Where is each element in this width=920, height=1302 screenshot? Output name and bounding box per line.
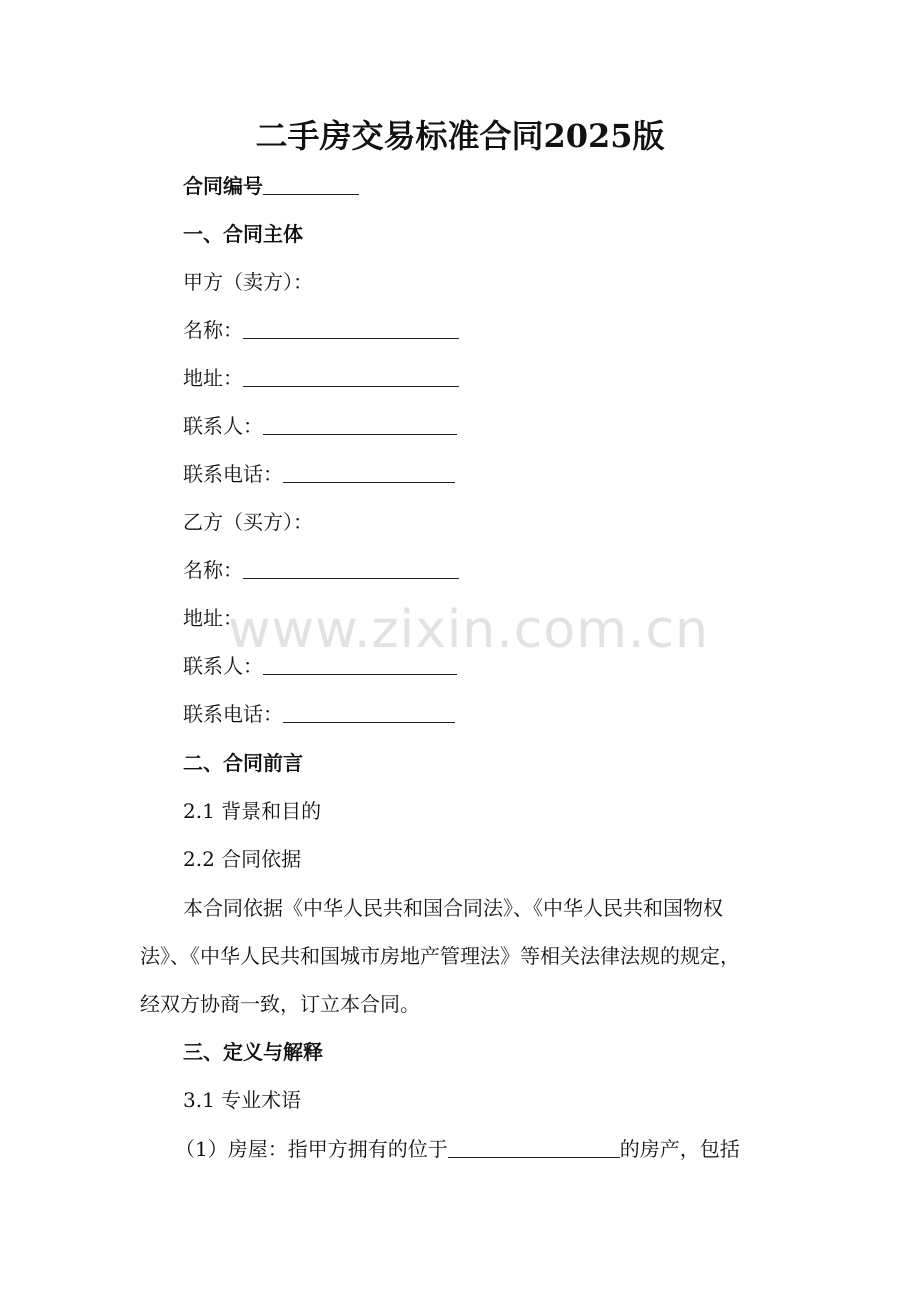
party-b-name-blank [243,558,459,579]
house-definition-prefix: （1）房屋：指甲方拥有的位于 [175,1137,448,1161]
contract-number-label: 合同编号 [183,174,263,198]
section-1-heading: 一、合同主体 [183,222,303,246]
house-definition-suffix: 的房产，包括 [619,1137,740,1161]
contract-number-blank [263,174,359,195]
party-a-name-blank [243,318,459,339]
contract-number-row [183,172,359,200]
item-2-1: 2.1 背景和目的 [183,799,322,823]
party-b-phone-row [183,700,455,728]
party-a-contact-label: 联系人： [183,414,263,438]
legal-basis-line-2: 法》、《中华人民共和国城市房地产管理法》等相关法律法规的规定， [140,944,740,968]
party-a-phone-blank [283,462,455,483]
party-a-name-row [183,316,459,344]
party-b-phone-label: 联系电话： [183,702,283,726]
house-location-blank [448,1137,620,1158]
party-a-name-label: 名称： [183,318,243,342]
party-a-label: 甲方（卖方）： [183,270,313,294]
party-a-contact-blank [263,414,457,435]
item-2-2: 2.2 合同依据 [183,847,302,871]
item-3-1: 3.1 专业术语 [183,1088,302,1112]
party-b-label: 乙方（买方）： [183,510,313,534]
document-title: 二手房交易标准合同2025版 [255,117,665,155]
house-definition-row [175,1135,740,1163]
section-2-heading: 二、合同前言 [183,751,303,775]
party-a-address-row [183,364,459,392]
party-b-contact-label: 联系人： [183,654,263,678]
party-b-name-label: 名称： [183,558,243,582]
party-a-phone-row [183,460,455,488]
party-a-address-label: 地址： [183,366,243,390]
party-a-phone-label: 联系电话： [183,462,283,486]
party-b-address-label: 地址： [183,606,243,630]
watermark: www.zixin.com.cn [228,600,709,660]
section-3-heading: 三、定义与解释 [183,1040,323,1064]
legal-basis-line-1: 本合同依据《中华人民共和国合同法》、《中华人民共和国物权 [183,896,723,920]
party-b-phone-blank [283,702,455,723]
party-a-contact-row [183,412,457,440]
legal-basis-line-3: 经双方协商一致，订立本合同。 [140,992,420,1016]
party-a-address-blank [243,366,459,387]
party-b-name-row [183,556,459,584]
